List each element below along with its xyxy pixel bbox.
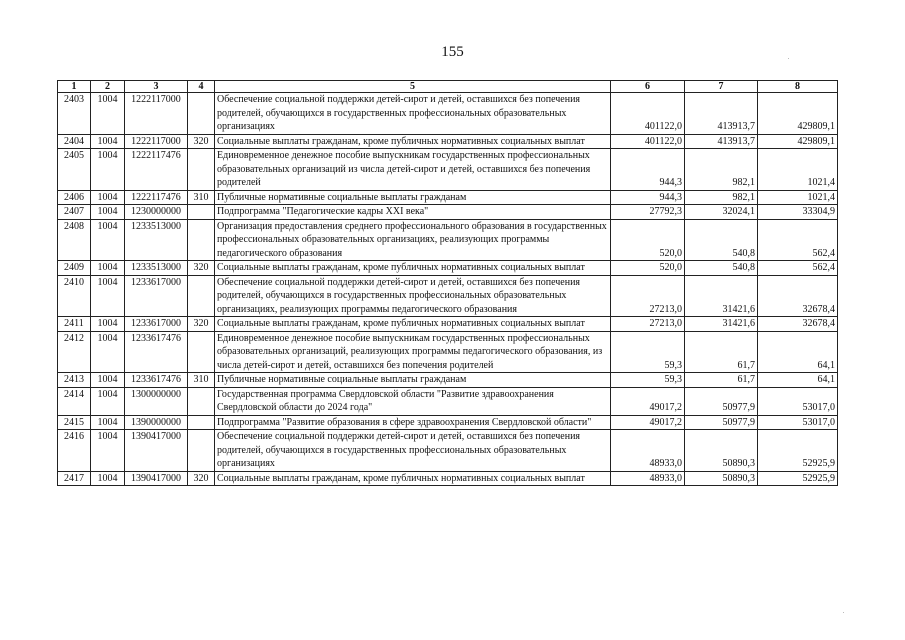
cell-expense-type-code	[188, 415, 215, 430]
cell-amount-year-3: 32678,4	[758, 275, 838, 317]
cell-expense-type-code: 320	[188, 471, 215, 486]
cell-expense-type-code	[188, 275, 215, 317]
table-body	[58, 93, 838, 486]
table-row	[58, 373, 838, 388]
cell-target-article-code: 1230000000	[125, 205, 188, 220]
cell-expense-type-code: 320	[188, 317, 215, 332]
cell-amount-year-3: 33304,9	[758, 205, 838, 220]
cell-amount-year-2: 32024,1	[685, 205, 758, 220]
cell-amount-year-1: 59,3	[611, 331, 685, 373]
cell-expense-type-code: 320	[188, 261, 215, 276]
cell-amount-year-2: 50890,3	[685, 430, 758, 472]
cell-target-article-code: 1233617476	[125, 373, 188, 388]
cell-amount-year-2: 61,7	[685, 373, 758, 388]
cell-row-number: 2416	[58, 430, 91, 472]
cell-section-code: 1004	[91, 93, 125, 135]
cell-section-code: 1004	[91, 190, 125, 205]
cell-amount-year-3: 1021,4	[758, 190, 838, 205]
cell-amount-year-2: 50977,9	[685, 387, 758, 415]
cell-row-number: 2413	[58, 373, 91, 388]
cell-section-code: 1004	[91, 331, 125, 373]
cell-amount-year-1: 520,0	[611, 261, 685, 276]
cell-section-code: 1004	[91, 387, 125, 415]
cell-amount-year-2: 61,7	[685, 331, 758, 373]
table-row	[58, 219, 838, 261]
cell-description: Публичные нормативные социальные выплаты гражданам	[215, 373, 611, 388]
cell-target-article-code: 1390417000	[125, 471, 188, 486]
cell-row-number: 2407	[58, 205, 91, 220]
cell-amount-year-1: 49017,2	[611, 415, 685, 430]
cell-target-article-code: 1390000000	[125, 415, 188, 430]
table-row	[58, 430, 838, 472]
cell-description: Обеспечение социальной поддержки детей-сирот и детей, оставшихся без попечения родителей, обучающихся в государственных профессиональных образовательных организациях	[215, 93, 611, 135]
cell-expense-type-code: 310	[188, 373, 215, 388]
table-row	[58, 149, 838, 191]
cell-amount-year-3: 52925,9	[758, 430, 838, 472]
cell-description: Социальные выплаты гражданам, кроме публичных нормативных социальных выплат	[215, 471, 611, 486]
cell-description: Подпрограмма "Педагогические кадры XXI века"	[215, 205, 611, 220]
cell-amount-year-2: 540,8	[685, 219, 758, 261]
cell-section-code: 1004	[91, 275, 125, 317]
cell-target-article-code: 1222117476	[125, 149, 188, 191]
cell-description: Государственная программа Свердловской области "Развитие здравоохранения Свердловской области до 2024 года"	[215, 387, 611, 415]
cell-row-number: 2403	[58, 93, 91, 135]
cell-description: Публичные нормативные социальные выплаты гражданам	[215, 190, 611, 205]
cell-description: Обеспечение социальной поддержки детей-сирот и детей, оставшихся без попечения родителей, обучающихся в государственных профессиональных образовательных организациях, реализующих программы педагогического образования	[215, 275, 611, 317]
cell-amount-year-2: 31421,6	[685, 275, 758, 317]
cell-amount-year-1: 27213,0	[611, 275, 685, 317]
cell-row-number: 2405	[58, 149, 91, 191]
cell-target-article-code: 1222117476	[125, 190, 188, 205]
header-col-2: 2	[91, 81, 125, 93]
cell-description: Подпрограмма "Развитие образования в сфере здравоохранения Свердловской области"	[215, 415, 611, 430]
page-number: 155	[441, 44, 464, 60]
cell-expense-type-code	[188, 430, 215, 472]
cell-amount-year-1: 944,3	[611, 149, 685, 191]
cell-amount-year-3: 53017,0	[758, 387, 838, 415]
header-col-6: 6	[611, 81, 685, 93]
cell-section-code: 1004	[91, 430, 125, 472]
cell-description: Обеспечение социальной поддержки детей-сирот и детей, оставшихся без попечения родителей, обучающихся в государственных профессиональных образовательных организациях	[215, 430, 611, 472]
cell-section-code: 1004	[91, 415, 125, 430]
table-row	[58, 387, 838, 415]
cell-description: Единовременное денежное пособие выпускникам государственных профессиональных образовательных организаций из числа детей-сирот и детей, оставшихся без попечения родителей	[215, 149, 611, 191]
cell-amount-year-2: 50890,3	[685, 471, 758, 486]
table-row	[58, 317, 838, 332]
cell-target-article-code: 1233617476	[125, 331, 188, 373]
cell-amount-year-1: 59,3	[611, 373, 685, 388]
cell-amount-year-3: 64,1	[758, 373, 838, 388]
budget-table	[57, 80, 838, 486]
cell-amount-year-1: 401122,0	[611, 93, 685, 135]
cell-target-article-code: 1390417000	[125, 430, 188, 472]
header-col-5: 5	[215, 81, 611, 93]
cell-amount-year-3: 32678,4	[758, 317, 838, 332]
cell-amount-year-3: 64,1	[758, 331, 838, 373]
cell-description: Организация предоставления среднего профессионального образования в государственных профессиональных образовательных организациях, реализующих программы педагогического образования	[215, 219, 611, 261]
cell-amount-year-3: 562,4	[758, 219, 838, 261]
cell-section-code: 1004	[91, 149, 125, 191]
cell-section-code: 1004	[91, 205, 125, 220]
cell-section-code: 1004	[91, 373, 125, 388]
table-row	[58, 134, 838, 149]
cell-section-code: 1004	[91, 317, 125, 332]
cell-target-article-code: 1233617000	[125, 275, 188, 317]
table-row	[58, 415, 838, 430]
cell-target-article-code: 1233617000	[125, 317, 188, 332]
cell-section-code: 1004	[91, 219, 125, 261]
table-header-row	[58, 81, 838, 93]
cell-section-code: 1004	[91, 471, 125, 486]
cell-amount-year-1: 27213,0	[611, 317, 685, 332]
cell-expense-type-code	[188, 93, 215, 135]
header-col-4: 4	[188, 81, 215, 93]
cell-expense-type-code	[188, 387, 215, 415]
cell-amount-year-1: 27792,3	[611, 205, 685, 220]
scan-speck	[843, 612, 844, 613]
cell-amount-year-2: 982,1	[685, 190, 758, 205]
table-row	[58, 275, 838, 317]
table-row	[58, 331, 838, 373]
cell-row-number: 2406	[58, 190, 91, 205]
cell-row-number: 2410	[58, 275, 91, 317]
cell-amount-year-3: 429809,1	[758, 93, 838, 135]
cell-amount-year-1: 401122,0	[611, 134, 685, 149]
table-row	[58, 261, 838, 276]
table-row	[58, 205, 838, 220]
cell-row-number: 2409	[58, 261, 91, 276]
cell-description: Единовременное денежное пособие выпускникам государственных профессиональных образовательных организаций, реализующих программы педагогического образования, из числа детей-сирот и детей, оставшихся без попечения родителей	[215, 331, 611, 373]
cell-expense-type-code	[188, 331, 215, 373]
cell-amount-year-3: 52925,9	[758, 471, 838, 486]
table-row	[58, 190, 838, 205]
cell-section-code: 1004	[91, 261, 125, 276]
cell-expense-type-code	[188, 205, 215, 220]
cell-amount-year-2: 413913,7	[685, 134, 758, 149]
cell-amount-year-2: 31421,6	[685, 317, 758, 332]
cell-target-article-code: 1300000000	[125, 387, 188, 415]
header-col-7: 7	[685, 81, 758, 93]
cell-row-number: 2412	[58, 331, 91, 373]
cell-amount-year-2: 982,1	[685, 149, 758, 191]
cell-row-number: 2408	[58, 219, 91, 261]
cell-amount-year-3: 53017,0	[758, 415, 838, 430]
cell-target-article-code: 1222117000	[125, 93, 188, 135]
cell-expense-type-code: 310	[188, 190, 215, 205]
cell-row-number: 2415	[58, 415, 91, 430]
cell-description: Социальные выплаты гражданам, кроме публичных нормативных социальных выплат	[215, 134, 611, 149]
cell-row-number: 2404	[58, 134, 91, 149]
cell-amount-year-1: 48933,0	[611, 471, 685, 486]
cell-amount-year-2: 540,8	[685, 261, 758, 276]
cell-target-article-code: 1233513000	[125, 219, 188, 261]
header-col-3: 3	[125, 81, 188, 93]
cell-amount-year-3: 562,4	[758, 261, 838, 276]
cell-amount-year-1: 944,3	[611, 190, 685, 205]
scan-speck	[788, 58, 789, 59]
cell-section-code: 1004	[91, 134, 125, 149]
cell-amount-year-2: 50977,9	[685, 415, 758, 430]
cell-expense-type-code	[188, 149, 215, 191]
cell-amount-year-3: 1021,4	[758, 149, 838, 191]
header-col-1: 1	[58, 81, 91, 93]
cell-amount-year-1: 48933,0	[611, 430, 685, 472]
cell-expense-type-code: 320	[188, 134, 215, 149]
cell-amount-year-3: 429809,1	[758, 134, 838, 149]
cell-expense-type-code	[188, 219, 215, 261]
cell-amount-year-1: 520,0	[611, 219, 685, 261]
cell-row-number: 2411	[58, 317, 91, 332]
cell-description: Социальные выплаты гражданам, кроме публичных нормативных социальных выплат	[215, 317, 611, 332]
cell-description: Социальные выплаты гражданам, кроме публичных нормативных социальных выплат	[215, 261, 611, 276]
table-row	[58, 471, 838, 486]
cell-row-number: 2414	[58, 387, 91, 415]
header-col-8: 8	[758, 81, 838, 93]
cell-row-number: 2417	[58, 471, 91, 486]
table-row	[58, 93, 838, 135]
cell-target-article-code: 1222117000	[125, 134, 188, 149]
cell-amount-year-1: 49017,2	[611, 387, 685, 415]
cell-target-article-code: 1233513000	[125, 261, 188, 276]
cell-amount-year-2: 413913,7	[685, 93, 758, 135]
